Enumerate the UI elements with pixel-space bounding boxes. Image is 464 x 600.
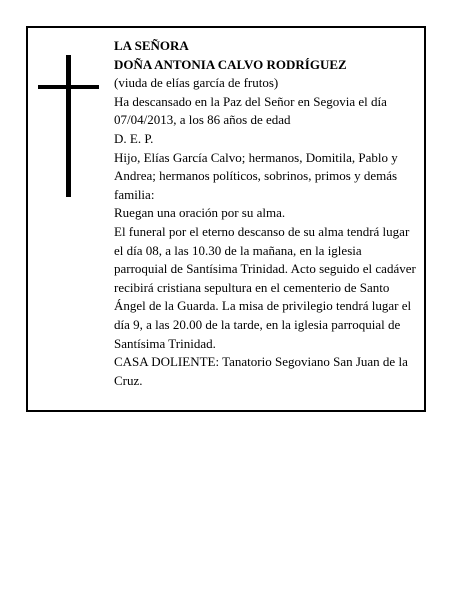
family-list: Hijo, Elías García Calvo; hermanos, Domitila, Pablo y Andrea; hermanos políticos, sobrinos, primos y demás familia: <box>114 149 398 202</box>
funeral-details: El funeral por el eterno descanso de su alma tendrá lugar el día 08, a las 10.30 de la mañana, en la iglesia parroquial de Santísima Trinidad. Acto seguido el cadáver recibirá cristiana sepultura en el cementerio de Santo Ángel de la Guarda. La misa de privilegio tendrá lugar el día 9, a las 20.00 de la tarde, en la iglesia parroquial de Santísima Trinidad. <box>114 223 416 351</box>
rest-in-peace: D. E. P. <box>114 130 154 146</box>
cross-horizontal-bar <box>38 85 99 89</box>
mourning-house: CASA DOLIENTE: Tanatorio Segoviano San Juan de la Cruz. <box>114 354 408 388</box>
notice-heading: LA SEÑORA <box>114 38 189 53</box>
cross-vertical-bar <box>66 55 71 197</box>
prayer-request: Ruegan una oración por su alma. <box>114 205 286 221</box>
notice-text <box>114 37 418 390</box>
passing-statement: Ha descansado en la Paz del Señor en Segovia el día 07/04/2013, a los 86 años de edad <box>114 93 387 128</box>
deceased-name: DOÑA ANTONIA CALVO RODRÍGUEZ <box>114 56 347 72</box>
widow-of: (viuda de elías garcía de frutos) <box>114 75 279 91</box>
